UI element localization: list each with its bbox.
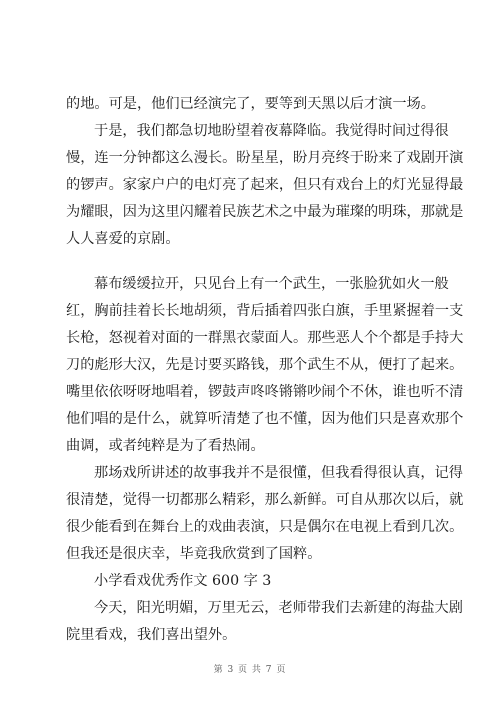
text-line: 人人喜爱的京剧。 <box>66 231 180 247</box>
text-line: 的地。可是，他们已经演完了，要等到天黑以后才演一场。 <box>66 96 435 112</box>
paragraph-start-line: 今天，阳光明媚，万里无云，老师带我们去新建的海盐大剧 <box>94 600 463 616</box>
paragraph-start-line: 于是，我们都急切地盼望着夜幕降临。我觉得时间过得很 <box>94 123 449 139</box>
text-line: 嘴里依依呀呀地唱着，锣鼓声咚咚锵锵吵闹个不休，谁也听不清 <box>66 384 464 400</box>
page-number-footer: 第 3 页 共 7 页 <box>213 665 287 675</box>
text-line: 曲调，或者纯粹是为了看热闹。 <box>66 438 265 454</box>
section-heading: 小学看戏优秀作文 600 字 3 <box>94 573 272 589</box>
text-line: 红，胸前挂着长长地胡须，背后插着四张白旗，手里紧握着一支 <box>66 303 464 319</box>
text-line: 院里看戏，我们喜出望外。 <box>66 627 237 643</box>
paragraph-start-line: 那场戏所讲述的故事我并不是很懂，但我看得很认真，记得 <box>94 465 463 481</box>
text-line: 很清楚，觉得一切都那么精彩，那么新鲜。可自从那次以后，就 <box>66 492 464 508</box>
text-line: 为耀眼，因为这里闪耀着民族艺术之中最为璀璨的明珠，那就是 <box>66 204 464 220</box>
text-line: 慢，连一分钟都这么漫长。盼星星，盼月亮终于盼来了戏剧开演 <box>66 150 464 166</box>
text-line: 但我还是很庆幸，毕竟我欣赏到了国粹。 <box>66 546 322 562</box>
text-line: 他们唱的是什么，就算听清楚了也不懂，因为他们只是喜欢那个 <box>66 411 464 427</box>
text-line: 的锣声。家家户户的电灯亮了起来，但只有戏台上的灯光显得最 <box>66 177 464 193</box>
text-line: 长枪，怒视着对面的一群黑衣蒙面人。那些恶人个个都是手持大 <box>66 330 464 346</box>
text-line: 很少能看到在舞台上的戏曲表演，只是偶尔在电视上看到几次。 <box>66 519 464 535</box>
paragraph-start-line: 幕布缓缓拉开，只见台上有一个武生，一张脸犹如火一般 <box>94 276 449 292</box>
text-line: 刀的彪形大汉，先是讨要买路钱，那个武生不从，便打了起来。 <box>66 357 464 373</box>
